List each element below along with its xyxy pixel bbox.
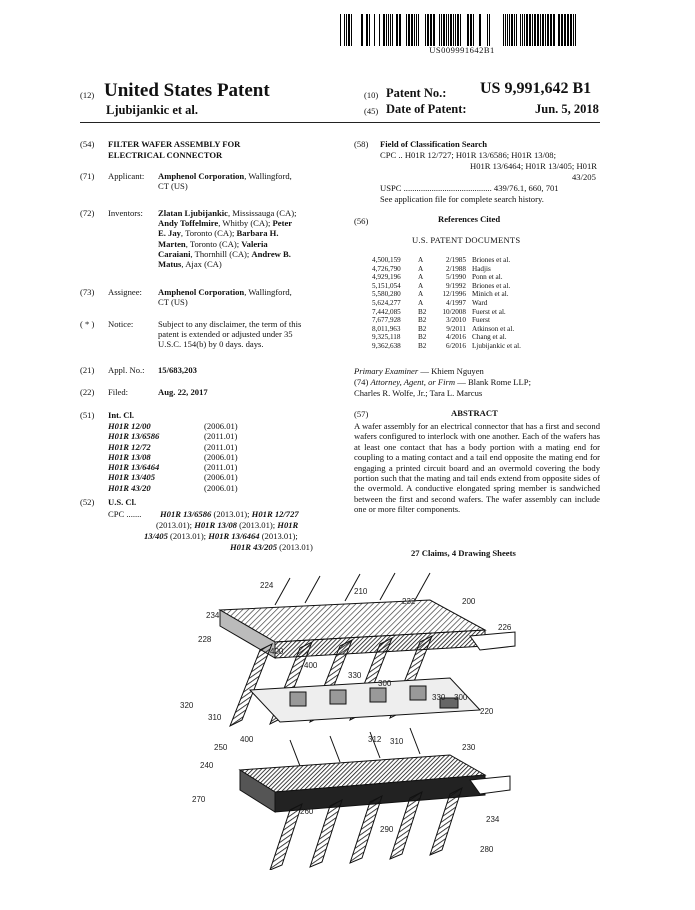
- barcode-bar: [351, 14, 352, 46]
- appl-no-value: 15/683,203: [158, 365, 197, 375]
- barcode-bar: [547, 14, 549, 46]
- ref-label: 330: [432, 693, 446, 702]
- ref-label: 210: [354, 587, 368, 596]
- ref-label: 330: [348, 671, 362, 680]
- barcode-bar: [457, 14, 459, 46]
- barcode-bar: [534, 14, 536, 46]
- barcode-bar: [394, 14, 395, 46]
- barcode-bar: [358, 14, 360, 46]
- date-label: Date of Patent:: [386, 102, 467, 116]
- barcode-bar: [550, 14, 552, 46]
- barcode-bar: [411, 14, 413, 46]
- ref-label: 240: [200, 761, 214, 770]
- field-56-code: (56): [354, 216, 369, 226]
- appl-no-label: Appl. No.:: [108, 365, 145, 375]
- patent-title: United States Patent: [104, 80, 270, 101]
- int-cl-list: [108, 421, 238, 493]
- attorney-line-2: Charles R. Wolfe, Jr.; Tara L. Marcus: [354, 388, 483, 398]
- barcode-bar: [491, 14, 492, 46]
- field-search-line-1: CPC .. H01R 12/727; H01R 13/6586; H01R 13/08;: [380, 150, 556, 160]
- reference-row: 9,325,118 B2 4/2016 Chang et al.: [372, 333, 507, 342]
- barcode-bar: [507, 14, 508, 46]
- barcode-bar: [369, 14, 370, 46]
- barcode-bar: [532, 14, 533, 46]
- notice-code: ( * ): [80, 319, 95, 329]
- reference-row: 4,500,159 A 2/1985 Briones et al.: [372, 256, 511, 264]
- barcode-bar: [516, 14, 517, 46]
- us-cl-line-1: H01R 13/6586 (2013.01); H01R 12/727: [160, 509, 299, 519]
- barcode-bar: [556, 14, 557, 46]
- us-cl-label: U.S. Cl.: [108, 497, 137, 507]
- barcode-bar: [575, 14, 576, 46]
- barcode-bar: [511, 14, 513, 46]
- ref-label: 400: [240, 735, 254, 744]
- barcode-bar: [390, 14, 391, 46]
- ref-label: 200: [462, 597, 476, 606]
- inventors-value: Zlatan Ljubijankic, Mississauga (CA); Andy Toffelmire, Whitby (CA); Peter E. Jay, Toronto (CA); Barbara H. Marten, Toronto (CA); Valeria Caraiani, Thornhill (CA); Andrew B. Matus, Ajax (CA): [158, 208, 297, 270]
- abstract-label: ABSTRACT: [451, 408, 498, 418]
- field-54-code: (54): [80, 139, 95, 149]
- ref-label: 220: [480, 707, 494, 716]
- int-cl-label: Int. Cl.: [108, 410, 135, 420]
- barcode-bar: [524, 14, 525, 46]
- barcode-bar: [396, 14, 398, 46]
- code-12: (12): [80, 90, 95, 100]
- ref-label: 280: [480, 845, 494, 854]
- barcode-bar: [402, 14, 403, 46]
- barcode-bar: [383, 14, 385, 46]
- field-71-code: (71): [80, 171, 95, 181]
- ref-label: 270: [192, 795, 206, 804]
- barcode-bar: [436, 14, 438, 46]
- barcode-bar: [379, 14, 380, 46]
- field-search-line-2: H01R 13/6464; H01R 13/405; H01R: [470, 161, 598, 171]
- barcode-bar: [489, 14, 490, 46]
- barcode-bar: [386, 14, 387, 46]
- barcode-bar: [577, 14, 579, 46]
- barcode-bar: [446, 14, 447, 46]
- barcode-bar: [467, 14, 469, 46]
- ref-label: 312: [368, 735, 382, 744]
- barcode-bar: [361, 14, 363, 46]
- upper-wafer: [220, 600, 485, 658]
- field-72-code: (72): [80, 208, 95, 218]
- uspc-line: USPC ......................................... 439/76.1, 660, 701: [380, 183, 559, 193]
- barcode-bar: [404, 14, 405, 46]
- title-line-1: FILTER WAFER ASSEMBLY FOR: [108, 139, 241, 149]
- barcode-bar: [482, 14, 484, 46]
- barcode-bar: [443, 14, 445, 46]
- references-list: [372, 256, 521, 351]
- barcode-bar: [427, 14, 429, 46]
- reference-row: 5,151,054 A 9/1992 Briones et al.: [372, 281, 511, 290]
- field-21-code: (21): [80, 365, 95, 375]
- int-cl-row: H01R 43/20 (2006.01): [108, 482, 238, 493]
- reference-row: 7,442,085 B2 10/2008 Fuerst et al.: [372, 307, 506, 316]
- barcode-bar: [545, 14, 546, 46]
- ref-label: 234: [206, 611, 220, 620]
- attorney-line-1: (74) Attorney, Agent, or Firm — Blank Rome LLP;: [354, 377, 531, 387]
- barcode-bar: [392, 14, 393, 46]
- barcode-bar: [420, 14, 421, 46]
- barcode-bar: [496, 14, 497, 46]
- barcode-bar: [558, 14, 560, 46]
- assignee-label: Assignee:: [108, 287, 142, 297]
- barcode-bar: [485, 14, 486, 46]
- publication-number: US009991642B1: [429, 45, 495, 55]
- inventor-short: Ljubijankic et al.: [106, 103, 199, 117]
- barcode-bar: [416, 14, 417, 46]
- barcode: [340, 14, 584, 46]
- barcode-bar: [430, 14, 432, 46]
- barcode-bar: [501, 14, 502, 46]
- barcode-bar: [399, 14, 401, 46]
- barcode-bar: [479, 14, 481, 46]
- inventors-label: Inventors:: [108, 208, 143, 218]
- barcode-bar: [450, 14, 452, 46]
- barcode-bar: [493, 14, 495, 46]
- notice-label: Notice:: [108, 319, 134, 329]
- ref-label: 310: [390, 737, 404, 746]
- reference-row: 4,929,196 A 5/1990 Ponn et al.: [372, 273, 503, 282]
- barcode-bar: [540, 14, 541, 46]
- field-52-code: (52): [80, 497, 95, 507]
- patent-date: Jun. 5, 2018: [535, 102, 599, 116]
- barcode-bar: [473, 14, 474, 46]
- ref-label: 320: [180, 701, 194, 710]
- barcode-bar: [475, 14, 476, 46]
- barcode-bar: [460, 14, 461, 46]
- barcode-bar: [564, 14, 566, 46]
- barcode-bar: [340, 14, 341, 46]
- int-cl-row: H01R 13/6464 (2011.01): [108, 462, 238, 473]
- barcode-bar: [406, 14, 407, 46]
- field-58-code: (58): [354, 139, 369, 149]
- patent-drawing: [180, 570, 520, 870]
- barcode-bar: [503, 14, 504, 46]
- barcode-bar: [408, 14, 410, 46]
- barcode-bar: [542, 14, 544, 46]
- barcode-bar: [433, 14, 435, 46]
- int-cl-row: H01R 13/6586 (2011.01): [108, 431, 238, 442]
- barcode-bar: [567, 14, 569, 46]
- barcode-bar: [346, 14, 347, 46]
- ref-label: 232: [402, 597, 416, 606]
- ref-label: 224: [260, 581, 274, 590]
- ref-label: 250: [214, 743, 228, 752]
- ref-label: 226: [498, 623, 512, 632]
- barcode-bar: [356, 14, 357, 46]
- us-cl-line-4: H01R 43/205 (2013.01): [230, 542, 313, 552]
- title-line-2: ELECTRICAL CONNECTOR: [108, 150, 223, 160]
- field-22-code: (22): [80, 387, 95, 397]
- barcode-bar: [371, 14, 373, 46]
- int-cl-row: H01R 13/08 (2006.01): [108, 451, 238, 462]
- ref-label: 400: [270, 647, 284, 656]
- barcode-bar: [342, 14, 343, 46]
- barcode-bar: [465, 14, 466, 46]
- barcode-bar: [514, 14, 515, 46]
- ref-label: 260: [300, 807, 314, 816]
- reference-row: 7,677,928 B2 3/2010 Fuerst: [372, 316, 490, 325]
- barcode-bar: [366, 14, 368, 46]
- barcode-bar: [537, 14, 539, 46]
- barcode-bar: [487, 14, 488, 46]
- barcode-bar: [561, 14, 563, 46]
- field-search-line-3: 43/205: [572, 172, 596, 182]
- ref-label: 228: [198, 635, 212, 644]
- barcode-bar: [573, 14, 574, 46]
- int-cl-row: H01R 12/00 (2006.01): [108, 421, 238, 431]
- barcode-bar: [425, 14, 426, 46]
- barcode-bar: [448, 14, 449, 46]
- reference-row: 9,362,638 B2 6/2016 Ljubijankic et al.: [372, 341, 521, 350]
- field-57-code: (57): [354, 409, 369, 419]
- ref-label: 234: [486, 815, 500, 824]
- barcode-bar: [509, 14, 510, 46]
- reference-row: 5,580,280 A 12/1996 Minich et al.: [372, 290, 509, 299]
- barcode-bar: [498, 14, 500, 46]
- ref-label: 400: [304, 661, 318, 670]
- ref-label: 230: [462, 743, 476, 752]
- code-45: (45): [364, 106, 379, 116]
- spring-member: [250, 678, 480, 722]
- reference-row: 8,011,963 B2 9/2011 Atkinson et al.: [372, 324, 515, 333]
- header-rule: [80, 122, 600, 123]
- barcode-bar: [553, 14, 555, 46]
- barcode-bar: [348, 14, 350, 46]
- code-10: (10): [364, 90, 379, 100]
- ref-label: 310: [208, 713, 222, 722]
- barcode-bar: [477, 14, 478, 46]
- barcode-bar: [439, 14, 440, 46]
- primary-examiner: Primary Examiner — Khiem Nguyen: [354, 366, 484, 376]
- ref-label: 300: [454, 693, 468, 702]
- patent-no: US 9,991,642 B1: [480, 80, 592, 97]
- barcode-bar: [455, 14, 456, 46]
- search-history-note: See application file for complete search history.: [380, 194, 544, 204]
- barcode-bar: [526, 14, 528, 46]
- ref-label: 290: [380, 825, 394, 834]
- ref-label: 300: [378, 679, 392, 688]
- assignee-value: Amphenol Corporation, Wallingford, CT (US): [158, 287, 292, 308]
- barcode-bar: [353, 14, 355, 46]
- field-51-code: (51): [80, 410, 95, 420]
- us-cl-line-2: (2013.01); H01R 13/08 (2013.01); H01R: [156, 520, 299, 530]
- barcode-bar: [518, 14, 519, 46]
- applicant-value: Amphenol Corporation, Wallingford, CT (US): [158, 171, 292, 192]
- barcode-bar: [344, 14, 345, 46]
- reference-row: 4,726,790 A 2/1988 Hadjis: [372, 264, 491, 273]
- applicant-label: Applicant:: [108, 171, 145, 181]
- barcode-bar: [364, 14, 365, 46]
- barcode-bar: [470, 14, 472, 46]
- barcode-bar: [418, 14, 419, 46]
- barcode-bar: [388, 14, 389, 46]
- patent-no-label: Patent No.:: [386, 86, 447, 100]
- barcode-bar: [522, 14, 523, 46]
- barcode-bar: [422, 14, 424, 46]
- notice-value: Subject to any disclaimer, the term of this patent is extended or adjusted under 35 U.S.C. 154(b) by 0 days. days.: [158, 319, 302, 350]
- barcode-bar: [570, 14, 572, 46]
- us-cl-line-3: 13/405 (2013.01); H01R 13/6464 (2013.01);: [144, 531, 298, 541]
- barcode-bar: [529, 14, 531, 46]
- barcode-bar: [374, 14, 375, 46]
- barcode-bar: [376, 14, 378, 46]
- filed-value: Aug. 22, 2017: [158, 387, 208, 397]
- barcode-bar: [414, 14, 415, 46]
- field-search-label: Field of Classification Search: [380, 139, 488, 149]
- int-cl-row: H01R 12/72 (2011.01): [108, 441, 238, 452]
- barcode-bar: [462, 14, 464, 46]
- reference-row: 5,624,277 A 4/1997 Ward: [372, 298, 488, 307]
- cpc-label: CPC .......: [108, 509, 142, 519]
- abstract-text: A wafer assembly for an electrical connector that has a first and second wafers configured to interlock with one another. Each of the wafers has at least one contact that has a body portion with a mating end for coupling to a mating contact and a tail end opposite the mating end for engaging a printed circuit board and an overmold covering the body portion such that the mating and tail ends extend from opposite sides of the overmold. A conductive elongated spring member is sandwiched between the first and second wafers. The wafer assembly can include one or more filter components.: [354, 421, 600, 515]
- filed-label: Filed:: [108, 387, 129, 397]
- barcode-bar: [453, 14, 454, 46]
- int-cl-row: H01R 13/405 (2006.01): [108, 472, 238, 483]
- barcode-bar: [441, 14, 442, 46]
- barcode-bar: [520, 14, 521, 46]
- barcode-bar: [381, 14, 382, 46]
- claims-summary: 27 Claims, 4 Drawing Sheets: [411, 548, 516, 558]
- barcode-bar: [505, 14, 506, 46]
- us-patent-documents-label: U.S. PATENT DOCUMENTS: [412, 235, 521, 245]
- field-73-code: (73): [80, 287, 95, 297]
- references-cited-label: References Cited: [438, 214, 501, 224]
